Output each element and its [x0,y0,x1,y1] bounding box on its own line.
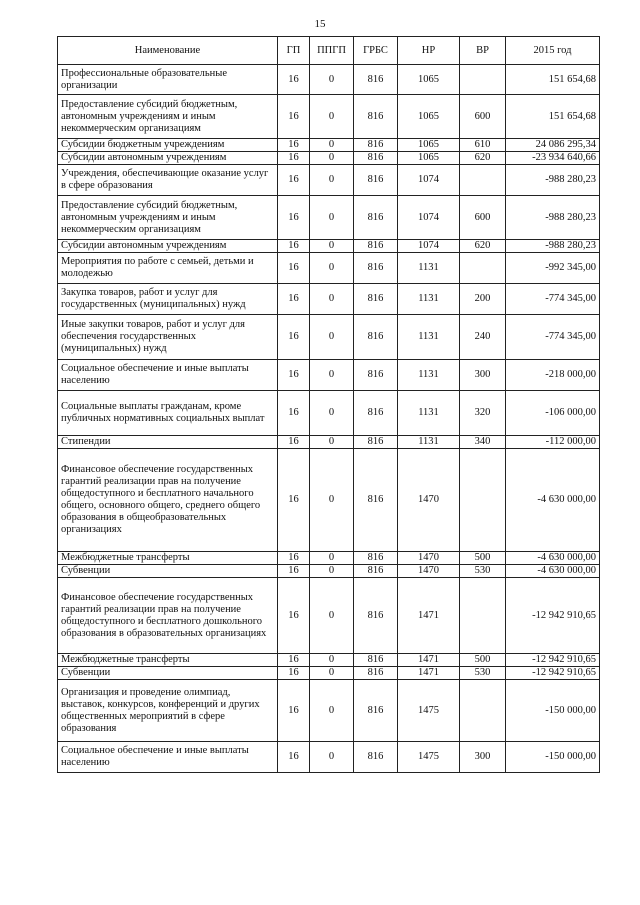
table-row [58,65,600,95]
cell-ppgp: 0 [310,240,354,253]
cell-name: Предоставление субсидий бюджетным, автономным учреждениям и иным некоммерческим организациям [58,95,278,139]
cell-amount: -992 345,00 [506,253,600,284]
cell-ppgp: 0 [310,196,354,240]
cell-grbs: 816 [354,449,398,552]
cell-ppgp: 0 [310,449,354,552]
cell-nr: 1131 [398,360,460,391]
cell-nr: 1470 [398,565,460,578]
header-vr: ВР [460,37,506,65]
table-row [58,391,600,436]
cell-gp: 16 [278,742,310,773]
cell-nr: 1065 [398,152,460,165]
cell-gp: 16 [278,165,310,196]
page-number: 15 [314,18,326,30]
table-row [58,654,600,667]
table-row [58,565,600,578]
cell-grbs: 816 [354,139,398,152]
cell-name: Профессиональные образовательные организации [58,65,278,95]
cell-gp: 16 [278,95,310,139]
cell-vr [460,578,506,654]
cell-vr: 530 [460,667,506,680]
cell-amount: -4 630 000,00 [506,449,600,552]
table-row [58,436,600,449]
cell-name: Социальное обеспечение и иные выплаты населению [58,360,278,391]
cell-vr: 340 [460,436,506,449]
cell-ppgp: 0 [310,391,354,436]
cell-nr: 1074 [398,196,460,240]
cell-ppgp: 0 [310,284,354,315]
cell-gp: 16 [278,284,310,315]
cell-ppgp: 0 [310,152,354,165]
cell-vr [460,680,506,742]
cell-grbs: 816 [354,165,398,196]
cell-vr: 500 [460,654,506,667]
cell-grbs: 816 [354,240,398,253]
cell-name: Мероприятия по работе с семьей, детьми и молодежью [58,253,278,284]
cell-grbs: 816 [354,391,398,436]
cell-grbs: 816 [354,654,398,667]
cell-name: Стипендии [58,436,278,449]
cell-name: Межбюджетные трансферты [58,654,278,667]
cell-grbs: 816 [354,742,398,773]
cell-nr: 1131 [398,436,460,449]
table-row [58,95,600,139]
cell-gp: 16 [278,578,310,654]
cell-vr: 320 [460,391,506,436]
cell-nr: 1131 [398,253,460,284]
table-row [58,667,600,680]
table-row [58,315,600,360]
cell-nr: 1475 [398,742,460,773]
cell-grbs: 816 [354,360,398,391]
cell-name: Финансовое обеспечение государственных гарантий реализации прав на получение общедоступного и бесплатного начального общего, основного общего, среднего общего образования в общеобразовательных организациях [58,449,278,552]
cell-gp: 16 [278,360,310,391]
cell-amount: -988 280,23 [506,240,600,253]
cell-vr: 530 [460,565,506,578]
cell-ppgp: 0 [310,578,354,654]
cell-amount: -106 000,00 [506,391,600,436]
cell-amount: -150 000,00 [506,680,600,742]
cell-gp: 16 [278,139,310,152]
cell-amount: -23 934 640,66 [506,152,600,165]
cell-gp: 16 [278,654,310,667]
cell-grbs: 816 [354,565,398,578]
cell-ppgp: 0 [310,436,354,449]
header-row [58,37,600,65]
cell-vr: 300 [460,742,506,773]
cell-nr: 1471 [398,654,460,667]
cell-nr: 1131 [398,391,460,436]
cell-name: Субвенции [58,667,278,680]
cell-gp: 16 [278,240,310,253]
cell-nr: 1475 [398,680,460,742]
table-row [58,449,600,552]
cell-vr: 600 [460,196,506,240]
table-row [58,152,600,165]
cell-nr: 1131 [398,284,460,315]
cell-name: Субсидии автономным учреждениям [58,240,278,253]
cell-ppgp: 0 [310,654,354,667]
cell-ppgp: 0 [310,139,354,152]
cell-name: Финансовое обеспечение государственных гарантий реализации прав на получение общедоступного и бесплатного дошкольного образования в образовательных организациях [58,578,278,654]
cell-gp: 16 [278,391,310,436]
table-row [58,139,600,152]
cell-gp: 16 [278,253,310,284]
cell-ppgp: 0 [310,552,354,565]
cell-nr: 1131 [398,315,460,360]
table-row [58,240,600,253]
cell-gp: 16 [278,196,310,240]
cell-vr: 600 [460,95,506,139]
cell-grbs: 816 [354,436,398,449]
cell-name: Организация и проведение олимпиад, выставок, конкурсов, конференций и других общественных мероприятий в сфере образования [58,680,278,742]
cell-amount: 24 086 295,34 [506,139,600,152]
cell-nr: 1074 [398,165,460,196]
cell-grbs: 816 [354,578,398,654]
cell-grbs: 816 [354,95,398,139]
cell-name: Предоставление субсидий бюджетным, автономным учреждениям и иным некоммерческим организациям [58,196,278,240]
cell-amount: -150 000,00 [506,742,600,773]
cell-ppgp: 0 [310,667,354,680]
table-row [58,253,600,284]
cell-nr: 1471 [398,667,460,680]
cell-nr: 1471 [398,578,460,654]
table-row [58,578,600,654]
cell-grbs: 816 [354,680,398,742]
cell-ppgp: 0 [310,65,354,95]
cell-vr: 620 [460,240,506,253]
cell-grbs: 816 [354,253,398,284]
cell-ppgp: 0 [310,742,354,773]
cell-vr: 200 [460,284,506,315]
cell-name: Социальное обеспечение и иные выплаты населению [58,742,278,773]
table-row [58,196,600,240]
cell-ppgp: 0 [310,360,354,391]
cell-amount: -12 942 910,65 [506,578,600,654]
cell-name: Межбюджетные трансферты [58,552,278,565]
cell-amount: -774 345,00 [506,315,600,360]
cell-grbs: 816 [354,65,398,95]
header-grbs: ГРБС [354,37,398,65]
cell-vr: 610 [460,139,506,152]
cell-vr: 240 [460,315,506,360]
table-row [58,360,600,391]
table-row [58,165,600,196]
cell-amount: -12 942 910,65 [506,654,600,667]
cell-gp: 16 [278,436,310,449]
table-body [58,65,600,773]
cell-vr [460,65,506,95]
cell-name: Иные закупки товаров, работ и услуг для обеспечения государственных (муниципальных) нужд [58,315,278,360]
header-ppgp: ППГП [310,37,354,65]
header-name: Наименование [58,37,278,65]
cell-grbs: 816 [354,284,398,315]
cell-gp: 16 [278,449,310,552]
cell-name: Субсидии автономным учреждениям [58,152,278,165]
cell-name: Социальные выплаты гражданам, кроме публичных нормативных социальных выплат [58,391,278,436]
cell-nr: 1065 [398,139,460,152]
cell-amount: 151 654,68 [506,65,600,95]
cell-amount: -988 280,23 [506,165,600,196]
cell-amount: -988 280,23 [506,196,600,240]
cell-vr: 620 [460,152,506,165]
cell-nr: 1065 [398,65,460,95]
table-row [58,680,600,742]
cell-amount: -112 000,00 [506,436,600,449]
cell-nr: 1470 [398,552,460,565]
cell-ppgp: 0 [310,680,354,742]
table-row [58,552,600,565]
cell-ppgp: 0 [310,315,354,360]
budget-table [57,36,600,773]
cell-vr: 500 [460,552,506,565]
cell-grbs: 816 [354,152,398,165]
cell-nr: 1065 [398,95,460,139]
table-row [58,284,600,315]
cell-name: Субвенции [58,565,278,578]
header-gp: ГП [278,37,310,65]
header-nr: НР [398,37,460,65]
cell-vr: 300 [460,360,506,391]
cell-grbs: 816 [354,315,398,360]
cell-amount: -4 630 000,00 [506,552,600,565]
cell-gp: 16 [278,565,310,578]
cell-ppgp: 0 [310,95,354,139]
cell-grbs: 816 [354,667,398,680]
cell-name: Учреждения, обеспечивающие оказание услуг в сфере образования [58,165,278,196]
cell-amount: 151 654,68 [506,95,600,139]
cell-nr: 1074 [398,240,460,253]
cell-amount: -774 345,00 [506,284,600,315]
cell-ppgp: 0 [310,253,354,284]
cell-gp: 16 [278,552,310,565]
header-year: 2015 год [506,37,600,65]
cell-grbs: 816 [354,196,398,240]
cell-amount: -218 000,00 [506,360,600,391]
cell-amount: -12 942 910,65 [506,667,600,680]
cell-name: Субсидии бюджетным учреждениям [58,139,278,152]
cell-vr [460,165,506,196]
cell-ppgp: 0 [310,565,354,578]
cell-amount: -4 630 000,00 [506,565,600,578]
cell-gp: 16 [278,680,310,742]
cell-nr: 1470 [398,449,460,552]
cell-vr [460,253,506,284]
cell-ppgp: 0 [310,165,354,196]
cell-gp: 16 [278,667,310,680]
cell-name: Закупка товаров, работ и услуг для государственных (муниципальных) нужд [58,284,278,315]
cell-gp: 16 [278,152,310,165]
cell-gp: 16 [278,65,310,95]
cell-grbs: 816 [354,552,398,565]
table-row [58,742,600,773]
cell-gp: 16 [278,315,310,360]
cell-vr [460,449,506,552]
